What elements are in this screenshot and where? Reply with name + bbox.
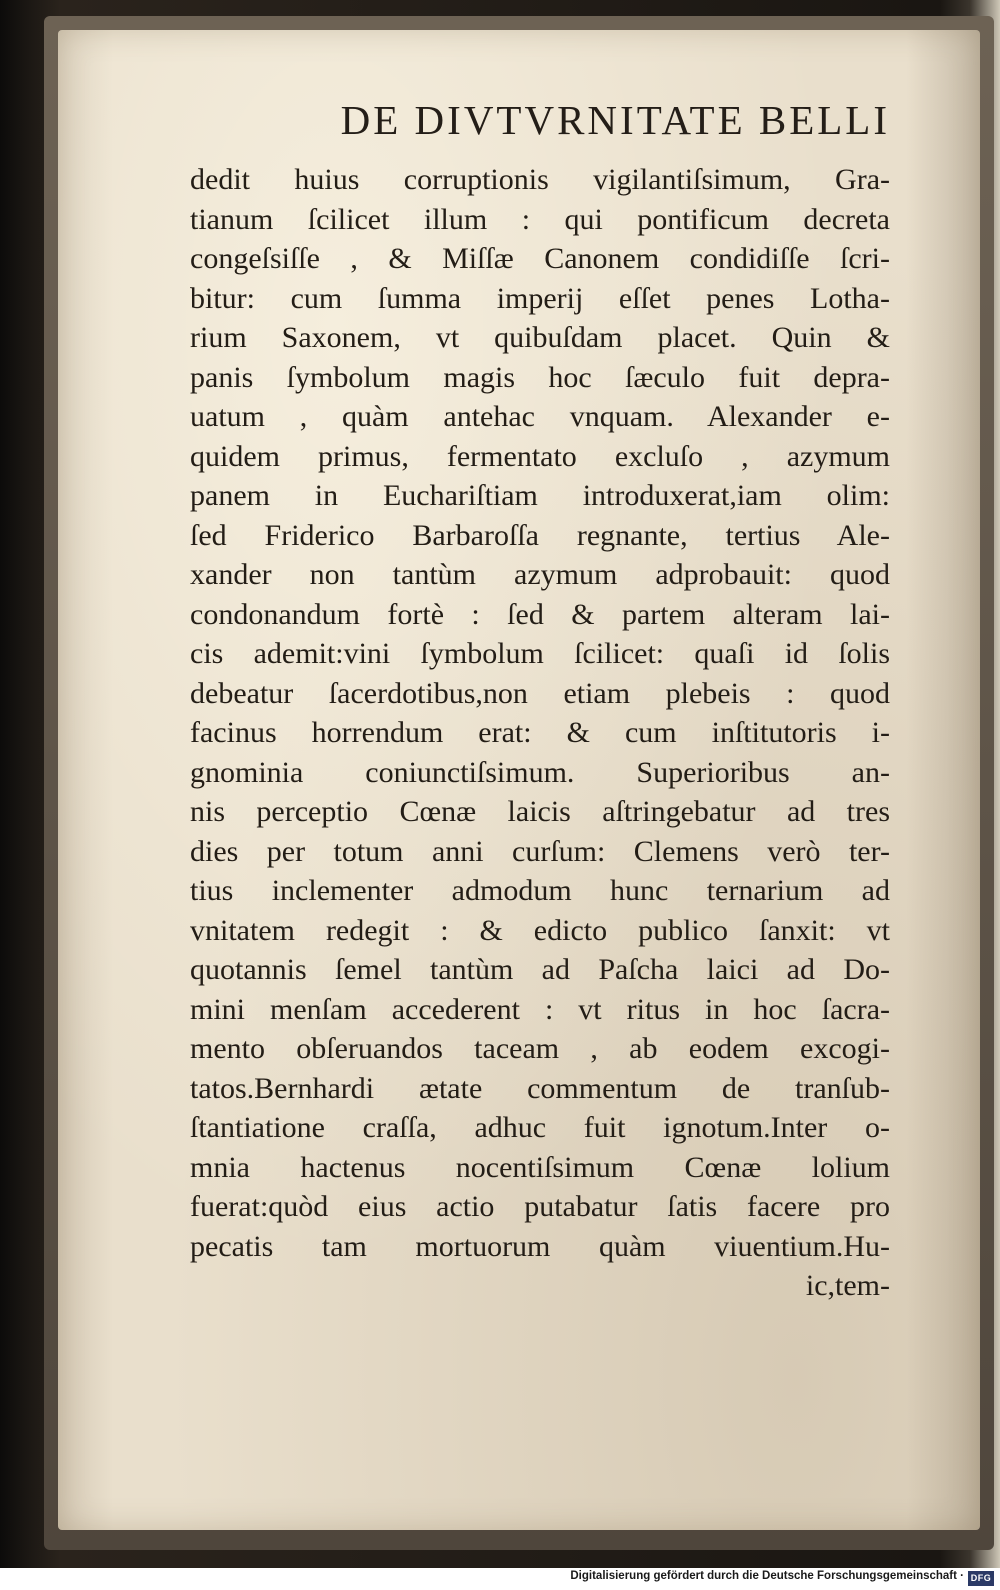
- text-line: nis perceptio Cœnæ laicis aſtringebatur ad tres: [190, 795, 890, 828]
- text-line: panis ſymbolum magis hoc ſæculo fuit depra-: [190, 360, 890, 394]
- text-line: facinus horrendum erat: & cum inſtitutoris i-: [190, 716, 890, 749]
- text-line: xander non tantùm azymum adprobauit: quod: [190, 558, 890, 591]
- text-line: cis ademit:vini ſymbolum ſcilicet: quaſi id ſolis: [190, 637, 890, 670]
- text-line: debeatur ſacerdotibus,non etiam plebeis : quod: [190, 676, 890, 710]
- text-line: uatum , quàm antehac vnquam. Alexander e-: [190, 400, 890, 433]
- text-line: ic,tem-: [805, 1269, 890, 1302]
- text-line: tatos.Bernhardi ætate commentum de tranſub-: [190, 1071, 890, 1105]
- text-line: congeſsiſſe , & Miſſæ Canonem condidiſſe ſcri-: [190, 242, 890, 275]
- footer-bar: [0, 1568, 1000, 1590]
- text-line: mento obſeruandos taceam , ab eodem excogi-: [190, 1032, 890, 1065]
- text-line: dies per totum anni curſum: Clemens verò ter-: [190, 834, 890, 868]
- text-line: panem in Euchariſtiam introduxerat,iam olim:: [190, 479, 890, 512]
- text-line: mnia hactenus nocentiſsimum Cœnæ lolium: [190, 1150, 890, 1184]
- text-line: mini menſam accederent : vt ritus in hoc ſacra-: [190, 992, 890, 1026]
- text-line: fuerat:quòd eius actio putabatur ſatis facere pro: [190, 1190, 890, 1223]
- running-head: DE DIVTVRNITATE BELLI: [340, 97, 890, 143]
- text-line: vnitatem redegit : & edicto publico ſanxit: vt: [190, 913, 890, 947]
- text-line: ſed Friderico Barbaroſſa regnante, tertius Ale-: [190, 518, 890, 552]
- text-line: ſtantiatione craſſa, adhuc fuit ignotum.Inter o-: [190, 1111, 890, 1144]
- text-line: quotannis ſemel tantùm ad Paſcha laici ad Do-: [190, 953, 890, 986]
- text-line: pecatis tam mortuorum quàm viuentium.Hu-: [190, 1229, 890, 1263]
- text-line: rium Saxonem, vt quibuſdam placet. Quin &: [190, 321, 890, 354]
- funding-credit: Digitalisierung gefördert durch die Deutsche Forschungsgemeinschaft ·: [570, 1570, 964, 1582]
- text-line: tius inclementer admodum hunc ternarium ad: [190, 874, 890, 907]
- text-line: dedit huius corruptionis vigilantiſsimum, Gra-: [190, 163, 890, 196]
- text-line: tianum ſcilicet illum : qui pontificum decreta: [190, 202, 890, 236]
- body-text: [190, 160, 890, 1306]
- dfg-logo: DFG: [968, 1571, 994, 1586]
- text-line: quidem primus, fermentato excluſo , azymum: [190, 439, 890, 473]
- text-line: condonandum fortè : ſed & partem alteram lai-: [190, 597, 890, 631]
- text-line: bitur: cum ſumma imperij eſſet penes Lotha-: [190, 281, 890, 315]
- text-line: gnominia coniunctiſsimum. Superioribus an-: [190, 755, 890, 789]
